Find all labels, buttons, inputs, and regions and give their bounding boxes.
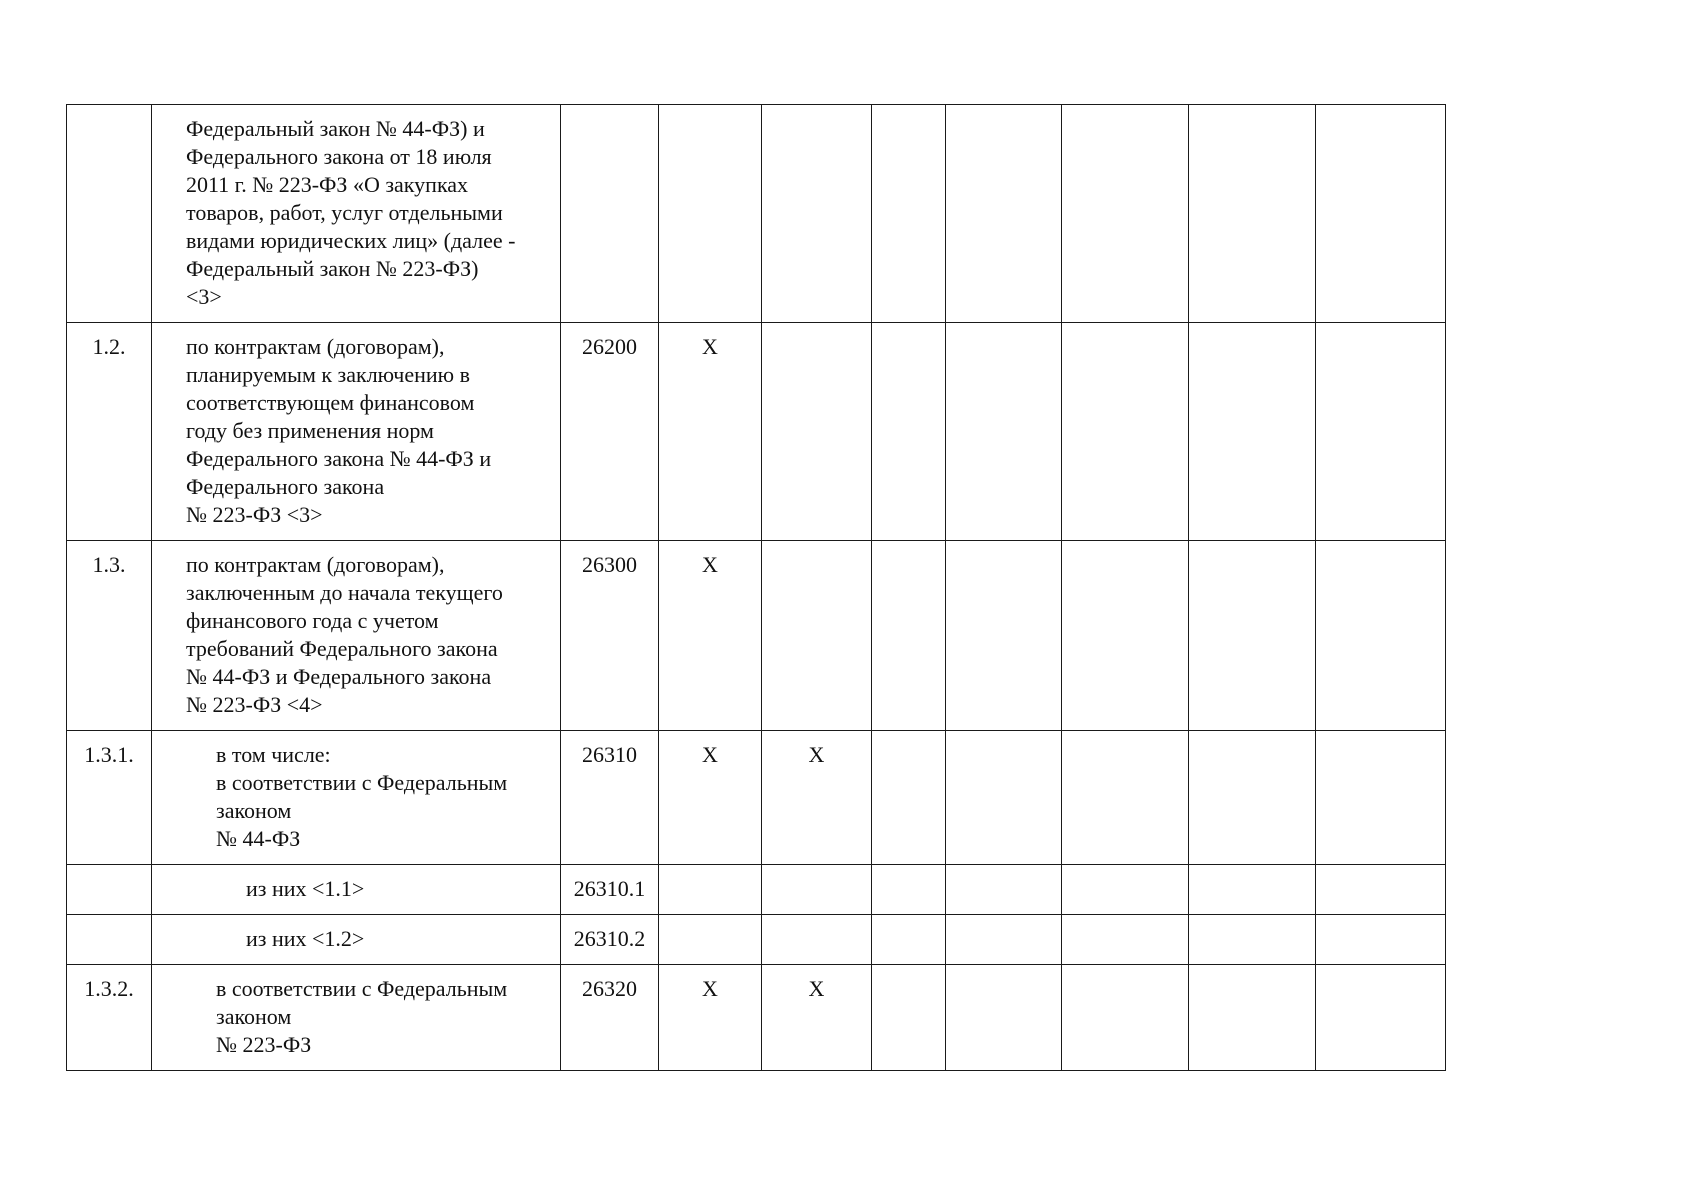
row-mark-cell (762, 541, 872, 731)
row-description-cell: из них <1.1> (152, 865, 561, 915)
empty-cell (1316, 731, 1446, 865)
empty-cell (1316, 105, 1446, 323)
empty-cell (1316, 965, 1446, 1071)
table-row (67, 731, 1446, 865)
empty-cell (1189, 541, 1316, 731)
row-code-cell: 26300 (561, 541, 659, 731)
empty-cell (1316, 915, 1446, 965)
row-mark-cell (762, 323, 872, 541)
empty-cell (1316, 865, 1446, 915)
row-code-cell: 26200 (561, 323, 659, 541)
report-table (66, 104, 1446, 1071)
row-code-cell: 26310.1 (561, 865, 659, 915)
row-code-cell: 26310 (561, 731, 659, 865)
table-row (67, 105, 1446, 323)
empty-cell (1189, 965, 1316, 1071)
row-code-cell (561, 105, 659, 323)
empty-cell (946, 865, 1062, 915)
empty-cell (946, 915, 1062, 965)
empty-cell (1189, 865, 1316, 915)
row-description-cell: Федеральный закон № 44-ФЗ) и Федерального закона от 18 июля 2011 г. № 223-ФЗ «О закупках товаров, работ, услуг отдельными видами юридических лиц» (далее - Федеральный закон № 223-ФЗ) <3> (152, 105, 561, 323)
empty-cell (1062, 731, 1189, 865)
row-code-cell: 26320 (561, 965, 659, 1071)
empty-cell (1189, 731, 1316, 865)
empty-cell (1316, 541, 1446, 731)
table-row (67, 865, 1446, 915)
empty-cell (946, 105, 1062, 323)
empty-cell (1062, 915, 1189, 965)
row-mark-cell (762, 105, 872, 323)
row-description-cell: в том числе: в соответствии с Федеральным законом № 44-ФЗ (152, 731, 561, 865)
empty-cell (1189, 915, 1316, 965)
row-mark-cell (659, 105, 762, 323)
row-description-cell: по контрактам (договорам), планируемым к заключению в соответствующем финансовом году без применения норм Федерального закона № 44-ФЗ и Федерального закона № 223-ФЗ <3> (152, 323, 561, 541)
table-row (67, 965, 1446, 1071)
table-row (67, 323, 1446, 541)
row-code-cell: 26310.2 (561, 915, 659, 965)
table-row (67, 541, 1446, 731)
empty-cell (872, 965, 946, 1071)
row-number-cell: 1.3.1. (67, 731, 152, 865)
row-mark-cell (762, 915, 872, 965)
row-number-cell: 1.2. (67, 323, 152, 541)
table-row (67, 915, 1446, 965)
row-mark-cell (659, 865, 762, 915)
empty-cell (946, 731, 1062, 865)
row-number-cell: 1.3. (67, 541, 152, 731)
empty-cell (1062, 541, 1189, 731)
row-number-cell: 1.3.2. (67, 965, 152, 1071)
empty-cell (946, 323, 1062, 541)
row-mark-cell (762, 865, 872, 915)
empty-cell (872, 915, 946, 965)
empty-cell (872, 323, 946, 541)
row-number-cell (67, 915, 152, 965)
row-mark-cell: X (762, 965, 872, 1071)
empty-cell (1189, 105, 1316, 323)
empty-cell (946, 541, 1062, 731)
empty-cell (872, 731, 946, 865)
empty-cell (1062, 105, 1189, 323)
row-number-cell (67, 865, 152, 915)
row-description-cell: по контрактам (договорам), заключенным до начала текущего финансового года с учетом требований Федерального закона № 44-ФЗ и Федерального закона № 223-ФЗ <4> (152, 541, 561, 731)
empty-cell (1189, 323, 1316, 541)
empty-cell (872, 865, 946, 915)
empty-cell (946, 965, 1062, 1071)
row-mark-cell (659, 915, 762, 965)
row-mark-cell: X (762, 731, 872, 865)
row-description-cell: в соответствии с Федеральным законом № 223-ФЗ (152, 965, 561, 1071)
empty-cell (1062, 865, 1189, 915)
empty-cell (872, 541, 946, 731)
row-description-cell: из них <1.2> (152, 915, 561, 965)
empty-cell (872, 105, 946, 323)
row-number-cell (67, 105, 152, 323)
empty-cell (1062, 965, 1189, 1071)
row-mark-cell: X (659, 323, 762, 541)
empty-cell (1316, 323, 1446, 541)
row-mark-cell: X (659, 965, 762, 1071)
row-mark-cell: X (659, 541, 762, 731)
row-mark-cell: X (659, 731, 762, 865)
empty-cell (1062, 323, 1189, 541)
